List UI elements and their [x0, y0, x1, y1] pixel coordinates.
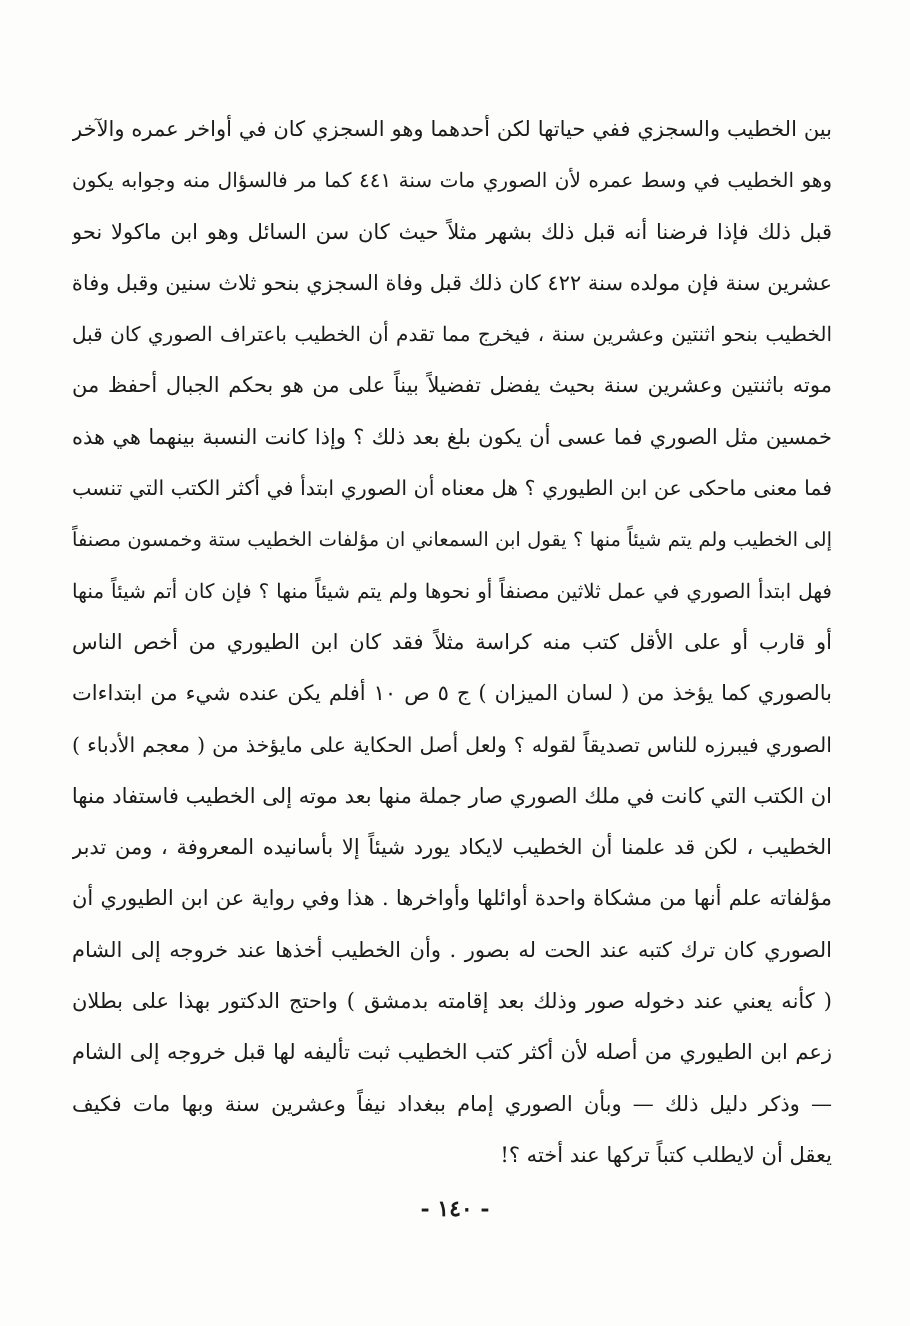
- text-line: عشرين سنة فإن مولده سنة ٤٢٢ كان ذلك قبل وفاة السجزي بنحو ثلاث سنين وقبل وفاة: [72, 270, 832, 295]
- text-line: زعم ابن الطيوري من أصله لأن أكثر كتب الخطيب ثبت تأليفه لها قبل خروجه إلى الشام: [72, 1040, 832, 1065]
- body-text: [72, 104, 832, 1181]
- text-line: الخطيب ، لكن قد علمنا أن الخطيب لايكاد يورد شيئاً إلا بأسانيده المعروفة ، ومن تدبر: [72, 835, 832, 860]
- text-line: خمسين مثل الصوري فما عسى أن يكون بلغ بعد ذلك ؟ وإذا كانت النسبة بينهما هي هذه: [72, 424, 832, 449]
- text-line: الخطيب بنحو اثنتين وعشرين سنة ، فيخرج مما تقدم أن الخطيب باعتراف الصوري كان قبل: [72, 322, 832, 347]
- text-line: — وذكر دليل ذلك — وبأن الصوري إمام ببغداد نيفاً وعشرين سنة وبها مات فكيف: [72, 1091, 832, 1116]
- text-line: مؤلفاته علم أنها من مشكاة واحدة أوائلها وأواخرها . هذا وفي رواية عن ابن الطيوري أن: [72, 886, 832, 911]
- text-line: بالصوري كما يؤخذ من ( لسان الميزان ) ج ٥ ص ١٠ أفلم يكن عنده شيء من ابتداءات: [72, 681, 832, 706]
- text-line: فما معنى ماحكى عن ابن الطيوري ؟ هل معناه أن الصوري ابتدأ في أكثر الكتب التي تنسب: [72, 476, 832, 501]
- text-line: بين الخطيب والسجزي ففي حياتها لكن أحدهما وهو السجزي كان في أواخر عمره والآخر: [72, 117, 832, 141]
- text-line: قبل ذلك فإذا فرضنا أنه قبل ذلك بشهر مثلاً حيث كان سن السائل وهو ابن ماكولا نحو: [72, 219, 832, 244]
- text-line: أو قارب أو على الأقل كتب منه كراسة مثلاً فقد كان ابن الطيوري من أخص الناس: [72, 629, 832, 654]
- text-line: ان الكتب التي كانت في ملك الصوري صار جملة منها بعد موته إلى الخطيب فاستفاد منها: [72, 783, 832, 808]
- text-line: إلى الخطيب ولم يتم شيئاً منها ؟ يقول ابن السمعاني ان مؤلفات الخطيب ستة وخمسون مصنفاً: [72, 528, 832, 552]
- text-line: وهو الخطيب في وسط عمره لأن الصوري مات سنة ٤٤١ كما مر فالسؤال منه وجوابه يكون: [72, 168, 832, 193]
- text-line: موته باثنتين وعشرين سنة بحيث يفضل تفضيلاً بيناً على من هو بحكم الجبال أحفظ من: [72, 373, 832, 398]
- text-line: فهل ابتدأ الصوري في عمل ثلاثين مصنفاً أو نحوها ولم يتم شيئاً منها ؟ فإن كان أتم شيئاً منها: [72, 578, 832, 603]
- text-line: الصوري كان ترك كتبه عند الحت له بصور . وأن الخطيب أخذها عند خروجه إلى الشام: [72, 937, 832, 962]
- text-line-last: يعقل أن لايطلب كتباً تركها عند أخته ؟!: [500, 1142, 832, 1167]
- text-line: ( كأنه يعني عند دخوله صور وذلك بعد إقامته بدمشق ) واحتج الدكتور بهذا على بطلان: [72, 989, 832, 1014]
- page-number: - ١٤٠ -: [420, 1196, 490, 1222]
- text-line: الصوري فيبرزه للناس تصديقاً لقوله ؟ ولعل أصل الحكاية على مايؤخذ من ( معجم الأدباء ): [72, 732, 832, 757]
